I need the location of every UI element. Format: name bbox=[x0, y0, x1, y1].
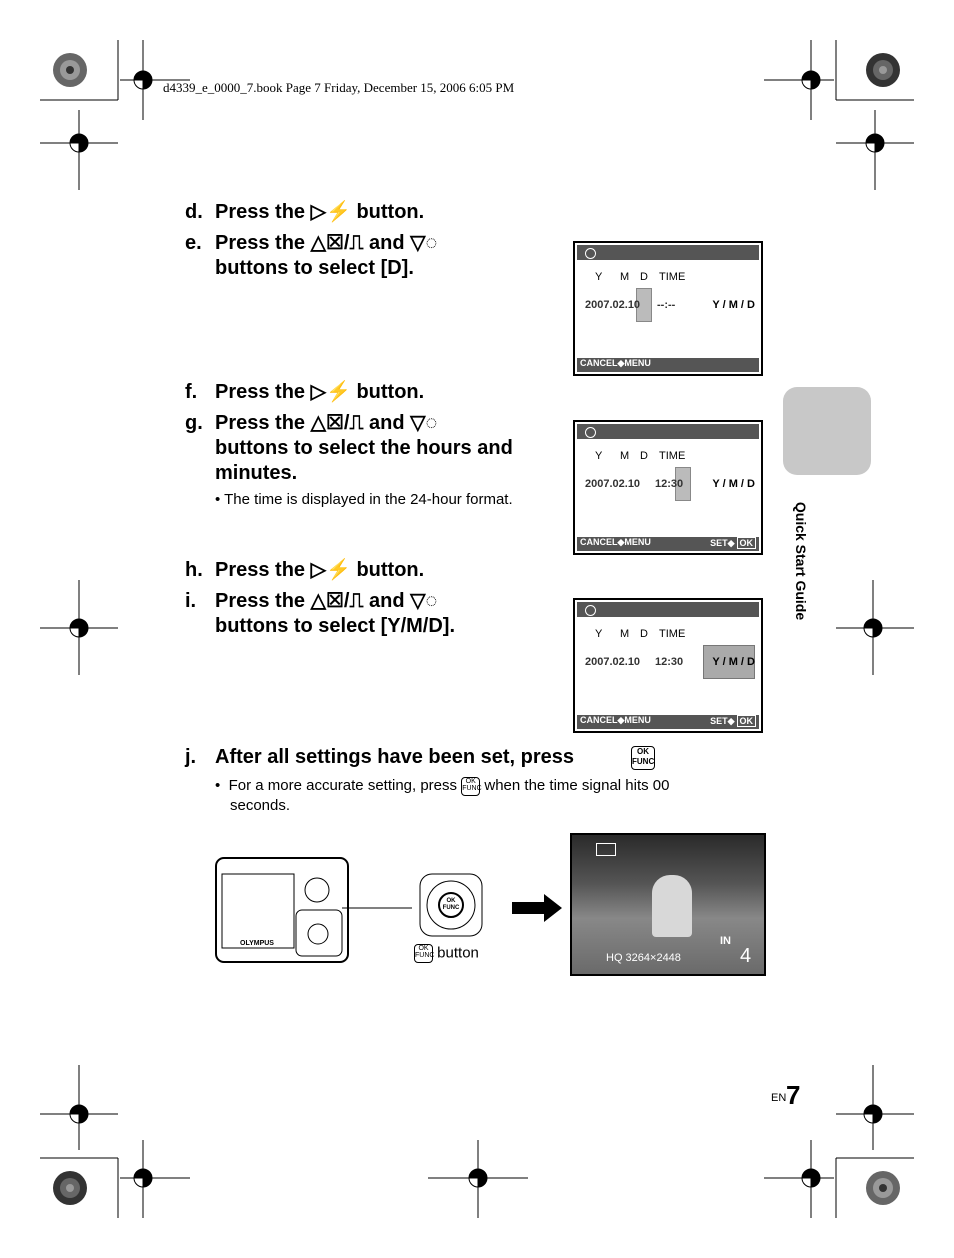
label-day: D bbox=[640, 628, 648, 640]
shots-remaining: 4 bbox=[740, 945, 752, 967]
label-day: D bbox=[640, 450, 648, 462]
screen-title-bar bbox=[577, 602, 759, 617]
step-g bbox=[185, 411, 513, 484]
label-time: TIME bbox=[659, 628, 686, 640]
step-text: Press the ▷⚡ button. bbox=[215, 559, 425, 581]
step-e bbox=[185, 231, 438, 279]
screen-footer bbox=[577, 358, 759, 372]
label-time: TIME bbox=[659, 450, 686, 462]
step-text: Press the △☒/⎍ and ▽◌ bbox=[215, 590, 438, 612]
book-header: d4339_e_0000_7.book Page 7 Friday, December 15, 2006 6:05 PM bbox=[163, 80, 515, 95]
step-text: Press the △☒/⎍ and ▽◌ bbox=[215, 232, 438, 254]
step-letter: f. bbox=[185, 381, 198, 403]
side-tab bbox=[783, 387, 871, 475]
ok-func-icon: OK FUNC bbox=[631, 746, 655, 770]
ok-icon: OK bbox=[737, 537, 757, 549]
cancel-hint: CANCEL◆MENU bbox=[580, 537, 651, 547]
cancel-hint: CANCEL◆MENU bbox=[580, 358, 651, 368]
screen-title-bar bbox=[577, 245, 759, 260]
clock-icon bbox=[585, 605, 596, 616]
step-letter: h. bbox=[185, 559, 203, 581]
step-text: minutes. bbox=[215, 462, 298, 484]
camera-screen-time bbox=[573, 420, 763, 555]
func-text: FUNC bbox=[442, 905, 460, 911]
step-f bbox=[185, 380, 425, 405]
step-text: Press the ▷⚡ button. bbox=[215, 381, 425, 403]
side-tab-label: Quick Start Guide bbox=[793, 501, 810, 621]
clock-icon bbox=[585, 248, 596, 259]
label-year: Y bbox=[595, 450, 603, 462]
step-d bbox=[185, 200, 425, 225]
step-letter: d. bbox=[185, 201, 203, 223]
date-format: Y / M / D bbox=[712, 478, 755, 490]
ok-text: OK bbox=[446, 898, 456, 904]
time-value: --:-- bbox=[657, 299, 676, 311]
label-year: Y bbox=[595, 271, 603, 283]
language-code: EN bbox=[771, 1092, 787, 1104]
button-caption bbox=[414, 944, 479, 963]
arrow-right-icon bbox=[510, 893, 564, 923]
screen-title-bar bbox=[577, 424, 759, 439]
date-format: Y / M / D bbox=[712, 299, 755, 311]
clock-icon bbox=[585, 427, 596, 438]
step-j bbox=[185, 745, 655, 770]
ok-icon: OK bbox=[737, 715, 757, 727]
screen-footer bbox=[577, 537, 759, 551]
step-text: buttons to select [D]. bbox=[215, 257, 414, 279]
camera-screen-format bbox=[573, 598, 763, 733]
step-letter: e. bbox=[185, 232, 202, 254]
step-h bbox=[185, 558, 425, 583]
note-text: when the time signal hits 00 bbox=[484, 777, 670, 794]
camera-screen-date bbox=[573, 241, 763, 376]
date-format: Y / M / D bbox=[712, 656, 755, 668]
label-year: Y bbox=[595, 628, 603, 640]
memory-text: IN bbox=[720, 935, 731, 947]
step-letter: i. bbox=[185, 590, 197, 612]
date-value: 2007.02.10 bbox=[585, 478, 641, 490]
label-month: M bbox=[620, 271, 630, 283]
note-text: For a more accurate setting, press bbox=[228, 777, 458, 794]
label-month: M bbox=[620, 450, 630, 462]
step-text: buttons to select the hours and bbox=[215, 437, 513, 459]
label-month: M bbox=[620, 628, 630, 640]
lcd-photo bbox=[570, 833, 766, 976]
brand-label: OLYMPUS bbox=[240, 940, 274, 947]
image-quality-text: HQ 3264×2448 bbox=[606, 952, 681, 964]
time-value: 12:30 bbox=[655, 478, 684, 490]
screen-footer bbox=[577, 715, 759, 729]
step-j-note: • For a more accurate setting, press OK FUNC when the time signal hits 00 seconds. bbox=[215, 777, 670, 814]
set-hint: SET◆ bbox=[710, 538, 735, 548]
step-letter: j. bbox=[185, 746, 197, 768]
cancel-hint: CANCEL◆MENU bbox=[580, 715, 651, 725]
ok-func-label bbox=[440, 898, 462, 912]
ok-func-icon: OK FUNC bbox=[461, 777, 480, 796]
label-day: D bbox=[640, 271, 648, 283]
time-value: 12:30 bbox=[655, 656, 684, 668]
mode-icon bbox=[596, 843, 616, 856]
photo-subject bbox=[652, 875, 692, 937]
ok-func-icon: OK FUNC bbox=[414, 944, 433, 963]
step-text: buttons to select [Y/M/D]. bbox=[215, 615, 455, 637]
step-g-note: • The time is displayed in the 24-hour format. bbox=[215, 491, 513, 508]
step-text: After all settings have been set, press bbox=[215, 746, 575, 768]
note-text: seconds. bbox=[230, 796, 291, 814]
step-i bbox=[185, 589, 455, 637]
page-number: 7 bbox=[786, 1080, 801, 1110]
set-hint: SET◆ bbox=[710, 716, 735, 726]
step-text: Press the △☒/⎍ and ▽◌ bbox=[215, 412, 438, 434]
step-letter: g. bbox=[185, 412, 203, 434]
date-value: 2007.02.10 bbox=[585, 656, 641, 668]
step-text: Press the ▷⚡ button. bbox=[215, 201, 425, 223]
label-time: TIME bbox=[659, 271, 686, 283]
camera-illustration bbox=[212, 850, 412, 970]
button-label: button bbox=[437, 944, 479, 962]
date-value: 2007.02.10 bbox=[585, 299, 641, 311]
